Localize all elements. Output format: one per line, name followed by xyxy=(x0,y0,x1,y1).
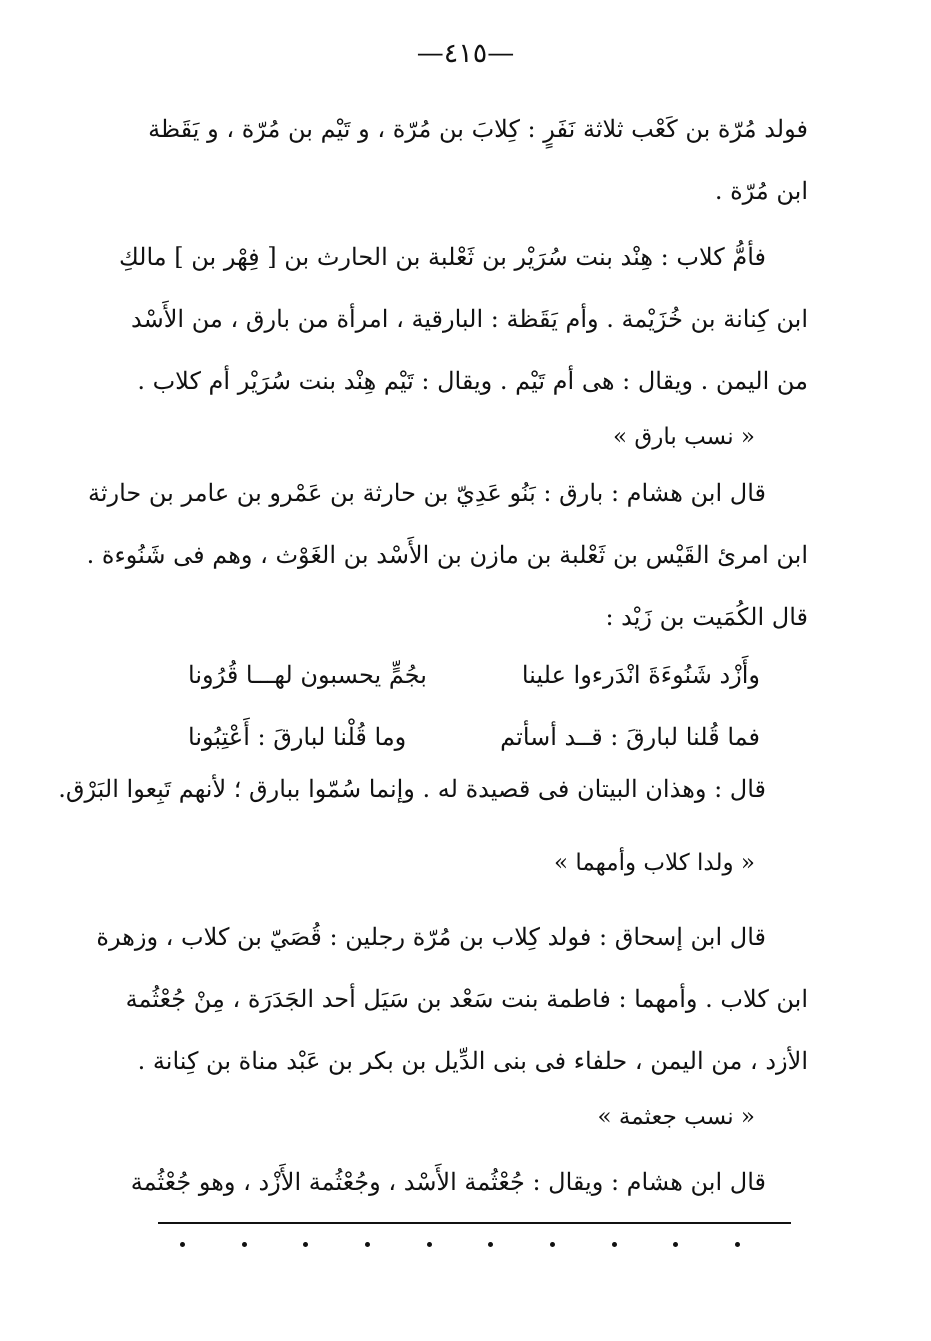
paragraph-line: قال : وهذان البيتان فى قصيدة له . وإنما سُمّوا ببارق ؛ لأنهم تَبِعوا البَرْق. xyxy=(58,775,766,803)
verse-first-hemistich: وأَزْد شَنُوءَةَ انْدَرءوا علينا xyxy=(521,661,760,689)
dot-mark xyxy=(673,1242,678,1247)
dot-mark xyxy=(242,1242,247,1247)
paragraph-3 xyxy=(86,462,808,648)
paragraph-line: قال ابن إسحاق : فولد كِلاب بن مُرّة رجلين : قُصَيّ بن كلاب ، وزهرة xyxy=(96,923,766,951)
paragraph-line: فولد مُرّة بن كَعْب ثلاثة نَفَرٍ : كِلابَ بن مُرّة ، و تَيْم بن مُرّة ، و يَقَظة xyxy=(148,115,808,143)
verse-line xyxy=(158,644,808,706)
dot-mark xyxy=(488,1242,493,1247)
page-number: —٤١٥— xyxy=(416,38,515,69)
dot-mark xyxy=(427,1242,432,1247)
paragraph-1 xyxy=(148,98,808,222)
paragraph-line: قال ابن هشام : ويقال : جُعْثُمة الأَسْد ، وجُعْثُمة الأَزْد ، وهو جُعْثُمة xyxy=(130,1168,766,1196)
verse-second-hemistich: بجُمٍّ يحسبون لهـــا قُرُونا xyxy=(188,661,427,689)
section-heading-kilab-sons: « ولدا كلاب وأمهما » xyxy=(553,850,755,876)
paragraph-line: قال ابن هشام : بارق : بَنُو عَدِيّ بن حارثة بن عَمْرو بن عامر بن حارثة xyxy=(87,479,766,507)
dot-mark xyxy=(180,1242,185,1247)
paragraph-4 xyxy=(58,758,808,820)
section-heading-bariq: « نسب بارق » xyxy=(613,424,755,450)
dot-mark xyxy=(612,1242,617,1247)
paragraph-line: ابن كِنانة بن خُزَيْمة . وأم يَقَظة : البارقية ، امرأة من بارق ، من الأَسْد xyxy=(131,305,808,333)
paragraph-line: فأمُّ كلاب : هِنْد بنت سُرَيْر بن ثَعْلبة بن الحارث بن [ فِهْر بن ] مالكِ xyxy=(118,243,766,271)
paragraph-6 xyxy=(130,1151,808,1213)
paragraph-2 xyxy=(118,226,808,412)
paragraph-line: ابن مُرّة . xyxy=(714,177,808,205)
paragraph-line: قال الكُمَيت بن زَيْد : xyxy=(605,603,808,631)
paragraph-line: الأزد ، من اليمن ، حلفاء فى بنى الدِّيل بن بكر بن عَبْد مناة بن كِنانة . xyxy=(137,1047,808,1075)
dot-mark xyxy=(303,1242,308,1247)
dot-mark xyxy=(735,1242,740,1247)
paragraph-line: ابن امرئ القَيْس بن ثَعْلبة بن مازن بن الأَسْد بن الغَوْث ، وهم فى شَنُوءة . xyxy=(86,541,808,569)
section-heading-juthuma: « نسب جعثمة » xyxy=(597,1104,755,1130)
poem-verse xyxy=(158,644,808,768)
paragraph-5 xyxy=(96,906,808,1092)
paragraph-line: من اليمن . ويقال : هى أم تَيْم . ويقال : تَيْم هِنْد بنت سُرَيْر أم كلاب . xyxy=(137,367,808,395)
footnote-dots-row xyxy=(180,1242,740,1247)
verse-first-hemistich: فما قُلنا لبارقَ : قــد أسأتم xyxy=(500,723,760,751)
dot-mark xyxy=(550,1242,555,1247)
verse-second-hemistich: وما قُلْنا لبارقَ : أَعْتِبُونا xyxy=(188,723,407,751)
dot-mark xyxy=(365,1242,370,1247)
footnote-separator-rule xyxy=(158,1222,791,1224)
paragraph-line: ابن كلاب . وأمهما : فاطمة بنت سَعْد بن سَيَل أحد الجَدَرَة ، مِنْ جُعْثُمة xyxy=(125,985,808,1013)
